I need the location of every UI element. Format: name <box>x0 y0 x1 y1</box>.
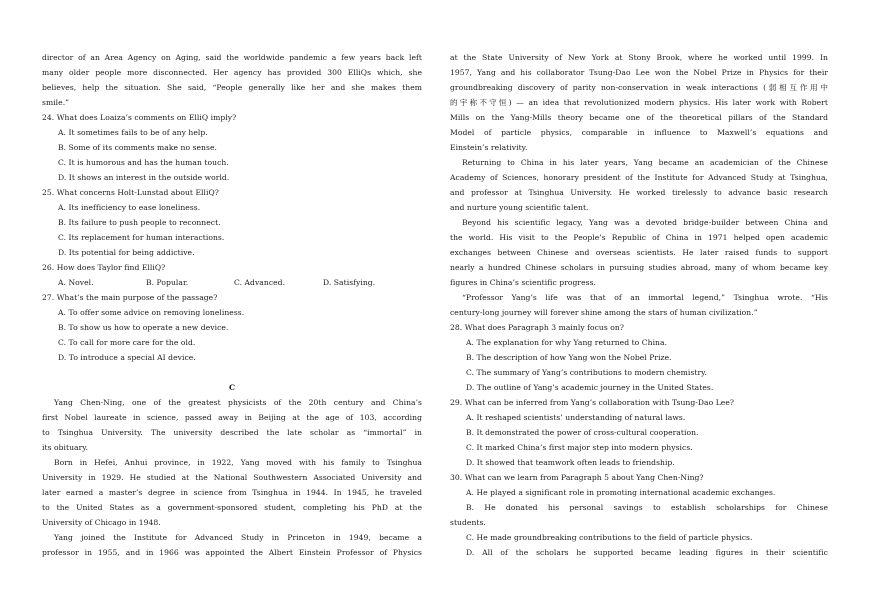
passage-line: Returning to China in his later years, Yang became an academician of the Chinese <box>462 158 828 167</box>
passage-line: the world. His visit to the People’s Republic of China in 1971 helped open academic <box>450 233 828 242</box>
passage-line: 1957, Yang and his collaborator Tsung-Dao Lee won the Nobel Prize in Physics for their <box>450 68 828 77</box>
question-26: 26. How does Taylor find ElliQ? <box>42 263 166 272</box>
option-24b: B. Some of its comments make no sense. <box>58 143 217 152</box>
passage-line: later earned a master’s degree in science from Tsinghua in 1944. In 1945, he traveled <box>42 488 422 497</box>
text-line: director of an Area Agency on Aging, said the worldwide pandemic a few years back left <box>42 53 422 62</box>
option-26c: C. Advanced. <box>234 278 286 287</box>
option-26b: B. Popular. <box>146 278 189 287</box>
option-26d: D. Satisfying. <box>323 278 376 287</box>
passage-line: Born in Hefei, Anhui province, in 1922, Yang moved with his family to Tsinghua <box>54 458 422 467</box>
option-27b: B. To show us how to operate a new device. <box>58 323 229 332</box>
passage-line: first Nobel laureate in science, passed away in Beijing at the age of 103, according <box>42 413 422 422</box>
option-28a: A. The explanation for why Yang returned to China. <box>466 338 668 347</box>
question-29: 29. What can be inferred from Yang’s collaboration with Tsung-Dao Lee? <box>450 398 734 407</box>
passage-line: nearly a hundred Chinese scholars in pursuing studies abroad, many of whom became key <box>450 263 828 272</box>
passage-line: Yang Chen-Ning, one of the greatest physicists of the 20th century and China’s <box>54 398 422 407</box>
passage-line: University in 1929. He studied at the National Southwestern Associated University and <box>42 473 422 482</box>
option-30d: D. All of the scholars he supported became leading figures in their scientific <box>466 548 828 557</box>
passage-line: to the United States as a government-sponsored student, completing his PhD at the <box>42 503 422 512</box>
option-26a: A. Novel. <box>58 278 94 287</box>
passage-line: century-long journey will forever shine among the stars of human civilization.” <box>450 308 758 317</box>
text-line: many older people more disconnected. Her agency has provided 300 ElliQs which, she <box>42 68 422 77</box>
text-line: believes, help the situation. She said, “People generally like her and she makes them <box>42 83 422 92</box>
question-24: 24. What does Loaiza’s comments on ElliQ imply? <box>42 113 237 122</box>
passage-line: Academy of Sciences, honorary president of the Institute for Advanced Study at Tsinghua, <box>450 173 828 182</box>
passage-line: professor in 1955, and in 1966 was appointed the Albert Einstein Professor of Physics <box>42 548 422 557</box>
passage-line: Einstein’s relativity. <box>450 143 528 152</box>
option-25b: B. Its failure to push people to reconnect. <box>58 218 221 227</box>
option-30b: B. He donated his personal savings to establish scholarships for Chinese <box>466 503 828 512</box>
passage-line: at the State University of New York at Stony Brook, where he worked until 1999. In <box>450 53 828 62</box>
option-29a: A. It reshaped scientists’ understanding of natural laws. <box>466 413 686 422</box>
passage-line: Mills on the Yang-Mills theory became one of the theoretical pillars of the Standard <box>450 113 828 122</box>
spacer <box>42 365 422 380</box>
section-heading: C <box>228 383 236 392</box>
option-29b: B. It demonstrated the power of cross-cultural cooperation. <box>466 428 699 437</box>
option-28d: D. The outline of Yang’s academic journey in the United States. <box>466 383 714 392</box>
option-29d: D. It showed that teamwork often leads to friendship. <box>466 458 675 467</box>
question-30: 30. What can we learn from Paragraph 5 about Yang Chen-Ning? <box>450 473 704 482</box>
passage-line: Beyond his scientific legacy, Yang was a devoted bridge-builder between China and <box>462 218 828 227</box>
option-30a: A. He played a significant role in promoting international academic exchanges. <box>466 488 776 497</box>
option-24d: D. It shows an interest in the outside world. <box>58 173 230 182</box>
passage-c-part1 <box>42 395 422 560</box>
option-30b-continued: students. <box>450 518 486 527</box>
question-28: 28. What does Paragraph 3 mainly focus on? <box>450 323 624 332</box>
passage-line: its obituary. <box>42 443 89 452</box>
option-24a: A. It sometimes fails to be of any help. <box>58 128 208 137</box>
passage-line: 的宇称不守恒) — an idea that revolutionized modern physics. His later work with Robert <box>450 98 828 107</box>
option-25a: A. Its inefficiency to ease loneliness. <box>58 203 201 212</box>
passage-c-part2 <box>450 50 828 320</box>
option-30c: C. He made groundbreaking contributions to the field of particle physics. <box>466 533 753 542</box>
option-28c: C. The summary of Yang’s contributions to modern chemistry. <box>466 368 707 377</box>
passage-line: “Professor Yang’s life was that of an immortal legend,” Tsinghua wrote. “His <box>462 293 828 302</box>
question-25: 25. What concerns Holt-Lunstad about ElliQ? <box>42 188 219 197</box>
passage-line: and professor at Tsinghua University. He worked tirelessly to advance basic research <box>450 188 828 197</box>
question-27: 27. What’s the main purpose of the passage? <box>42 293 218 302</box>
right-column <box>450 50 828 560</box>
left-column <box>42 50 422 560</box>
option-29c: C. It marked China’s first major step into modern physics. <box>466 443 693 452</box>
option-24c: C. It is humorous and has the human touch. <box>58 158 229 167</box>
passage-line: exchanges between Chinese and overseas scientists. He later raised funds to support <box>450 248 828 257</box>
option-27a: A. To offer some advice on removing loneliness. <box>58 308 245 317</box>
passage-line: Yang joined the Institute for Advanced Study in Princeton in 1949, became a <box>54 533 422 542</box>
passage-line: University of Chicago in 1948. <box>42 518 161 527</box>
option-25c: C. Its replacement for human interactions. <box>58 233 225 242</box>
option-27c: C. To call for more care for the old. <box>58 338 196 347</box>
text-line: smile.” <box>42 98 70 107</box>
passage-line: Model of particle physics, comparable in influence to Maxwell’s equations and <box>450 128 828 137</box>
option-25d: D. Its potential for being addictive. <box>58 248 195 257</box>
option-28b: B. The description of how Yang won the Nobel Prize. <box>466 353 672 362</box>
passage-line: to Tsinghua University. The university described the late scholar as “immortal” in <box>42 428 422 437</box>
passage-line: figures in China’s scientific progress. <box>450 278 596 287</box>
options-26-row <box>42 275 422 290</box>
option-27d: D. To introduce a special AI device. <box>58 353 196 362</box>
passage-line: groundbreaking discovery of parity non-conservation in weak interactions (弱相互作用中 <box>450 83 828 92</box>
passage-line: and nurture young scientific talent. <box>450 203 589 212</box>
